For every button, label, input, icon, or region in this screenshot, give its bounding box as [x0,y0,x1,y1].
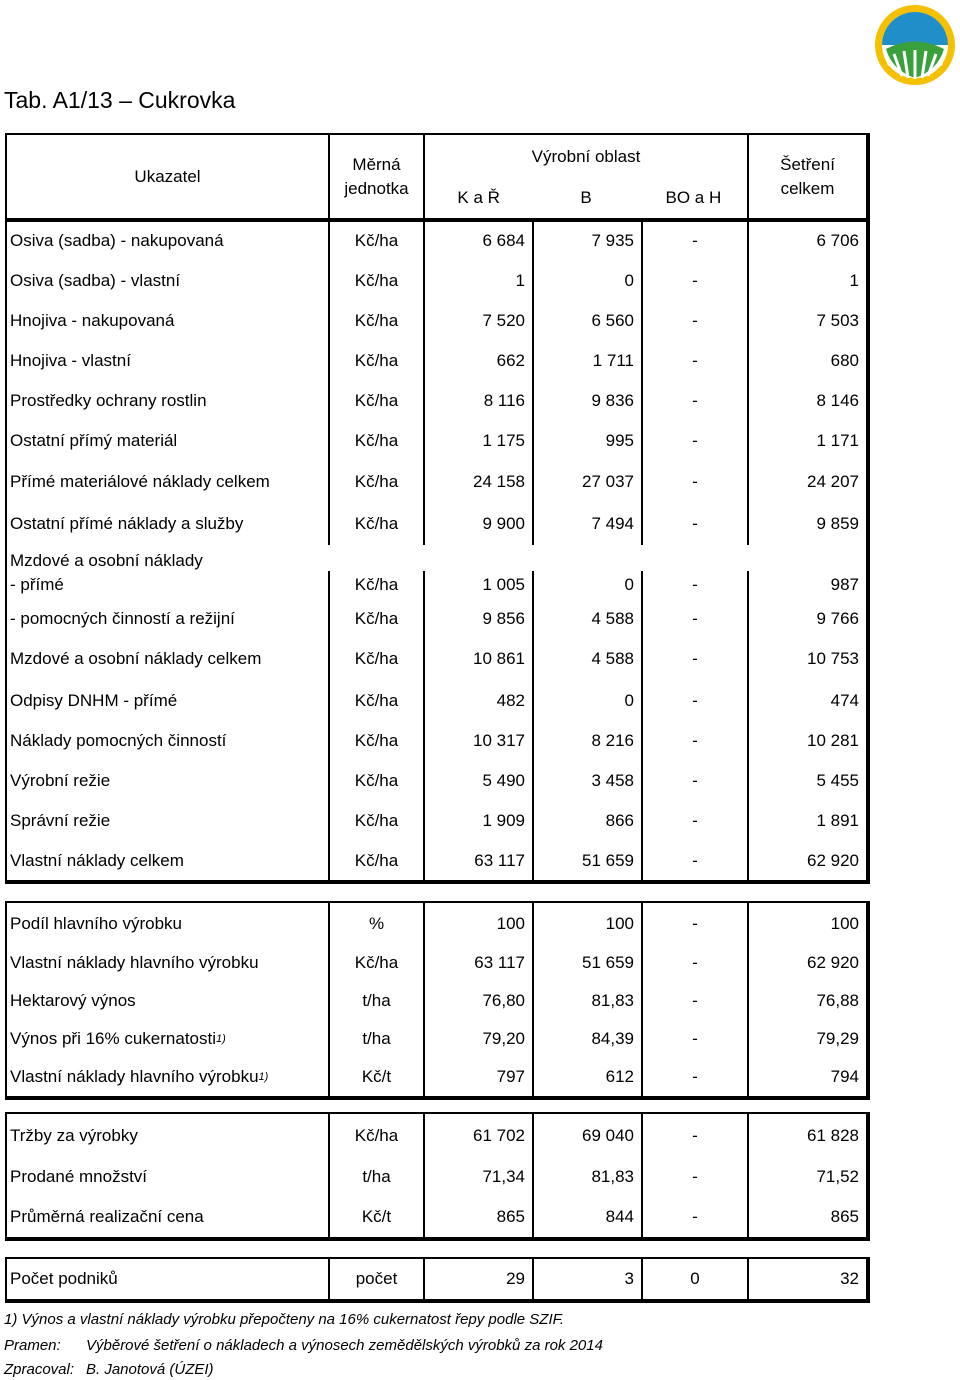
value-b: 51 659 [533,944,642,982]
value-total: 62 920 [748,944,868,982]
value-total: 76,88 [748,982,868,1020]
row-label: Vlastní náklady celkem [10,850,184,870]
row-unit: Kč/ha [329,761,424,801]
value-b: 81,83 [533,1157,642,1197]
row-label: Výrobní režie [10,771,111,790]
value-boh: - [642,301,748,341]
value-boh: - [642,220,748,261]
header-total: Šetření celkem [748,134,868,220]
table-row [6,571,868,599]
row-unit: Kč/ha [329,220,424,261]
row-label: Prodané množství [10,1167,148,1186]
table-row [6,1197,868,1239]
table-row [6,1058,868,1098]
value-boh: - [642,902,748,944]
row-unit: t/ha [329,982,424,1020]
value-total: 8 146 [748,381,868,421]
author-line: Zpracoval: B. Janotová (ÚZEI) [4,1361,214,1378]
value-kar: 1 909 [424,801,533,841]
value-boh: - [642,944,748,982]
table-section-revenue [5,1112,870,1241]
table-row [6,638,868,680]
uzei-logo [872,2,958,88]
value-b: 3 458 [533,761,642,801]
value-total: 62 920 [748,841,868,882]
value-b: 6 560 [533,301,642,341]
header-ukazatel: Ukazatel [134,166,201,186]
value-kar: 1 [424,261,533,301]
value-boh: - [642,502,748,545]
row-label: Hnojiva - vlastní [10,351,131,370]
table-row [6,599,868,638]
value-b: 69 040 [533,1113,642,1157]
row-unit: Kč/ha [329,421,424,461]
value-boh: - [642,421,748,461]
value-kar: 71,34 [424,1157,533,1197]
row-unit: Kč/ha [329,944,424,982]
value-boh: - [642,1020,748,1058]
row-unit: Kč/ha [329,502,424,545]
value-boh: - [642,381,748,421]
value-total: 5 455 [748,761,868,801]
header-region-group: Výrobní oblast K a Ř B BO a H [424,134,748,220]
table-row [6,841,868,882]
value-b: 866 [533,801,642,841]
header-unit: Měrná jednotka [329,134,424,220]
row-unit: Kč/ha [329,801,424,841]
value-kar: 76,80 [424,982,533,1020]
value-b: 844 [533,1197,642,1239]
row-unit: Kč/ha [329,1113,424,1157]
value-boh: - [642,761,748,801]
value-total: 865 [748,1197,868,1239]
table-row [6,301,868,341]
value-total: 7 503 [748,301,868,341]
footnote: 1) Výnos a vlastní náklady výrobku přepočteny na 16% cukernatost řepy podle SZIF. [4,1311,565,1328]
table-row [6,1157,868,1197]
row-unit: t/ha [329,1157,424,1197]
table-row [6,902,868,944]
value-b: 0 [533,680,642,721]
value-kar: 29 [424,1258,533,1301]
row-unit: Kč/ha [329,261,424,301]
row-unit: Kč/ha [329,381,424,421]
value-total: 474 [748,680,868,721]
value-boh: - [642,721,748,761]
value-boh: 0 [642,1258,748,1301]
value-b: 4 588 [533,599,642,638]
table-row [6,461,868,502]
value-b: 84,39 [533,1020,642,1058]
value-total: 794 [748,1058,868,1098]
row-unit: Kč/ha [329,571,424,599]
table-row [6,982,868,1020]
value-boh: - [642,461,748,502]
value-kar: 8 116 [424,381,533,421]
value-kar: 9 856 [424,599,533,638]
row-unit: Kč/ha [329,301,424,341]
value-kar: 10 317 [424,721,533,761]
table-row [6,944,868,982]
value-boh: - [642,1197,748,1239]
row-label: Odpisy DNHM - přímé [10,690,178,710]
value-total: 987 [748,571,868,599]
value-total: 1 891 [748,801,868,841]
row-label: Osiva (sadba) - vlastní [10,271,181,290]
value-total: 680 [748,341,868,381]
value-boh: - [642,261,748,301]
table-section-main-product [5,901,870,1100]
value-kar: 797 [424,1058,533,1098]
row-label: Osiva (sadba) - nakupovaná [10,231,224,250]
value-kar: 1 005 [424,571,533,599]
table-row [6,1113,868,1157]
table-row [6,502,868,545]
row-label: Průměrná realizační cena [10,1207,204,1226]
value-b: 100 [533,902,642,944]
row-unit: Kč/ha [329,721,424,761]
value-b: 7 935 [533,220,642,261]
value-total: 100 [748,902,868,944]
table-section-count [5,1257,870,1303]
value-kar: 63 117 [424,841,533,882]
value-total: 32 [748,1258,868,1301]
value-b: 0 [533,571,642,599]
value-b: 8 216 [533,721,642,761]
value-b: 51 659 [533,841,642,882]
row-label: Hektarový výnos [10,991,136,1010]
table-row-group-heading [6,545,868,571]
table-row [6,261,868,301]
row-label: - pomocných činností a režijní [10,608,235,628]
value-boh: - [642,341,748,381]
value-kar: 482 [424,680,533,721]
row-label: - přímé [10,575,64,594]
table-row [6,341,868,381]
value-boh: - [642,1113,748,1157]
row-unit: Kč/ha [329,638,424,680]
value-boh: - [642,982,748,1020]
table-section-costs [5,219,870,884]
group-heading: Mzdové a osobní náklady [10,551,203,570]
row-unit: Kč/ha [329,599,424,638]
value-boh: - [642,841,748,882]
value-total: 10 281 [748,721,868,761]
value-total: 71,52 [748,1157,868,1197]
header-region-boh: BO a H [665,188,722,207]
value-kar: 10 861 [424,638,533,680]
value-boh: - [642,638,748,680]
value-b: 0 [533,261,642,301]
value-kar: 100 [424,902,533,944]
row-label: Výnos při 16% cukernatosti 1) [10,1029,226,1048]
row-label: Vlastní náklady hlavního výrobku [10,953,259,972]
row-unit: Kč/ha [329,341,424,381]
value-kar: 79,20 [424,1020,533,1058]
value-kar: 24 158 [424,461,533,502]
value-boh: - [642,1058,748,1098]
value-total: 9 766 [748,599,868,638]
value-total: 24 207 [748,461,868,502]
table-row [6,680,868,721]
row-label: Ostatní přímý materiál [10,431,178,450]
row-unit: Kč/t [329,1058,424,1098]
row-label: Správní režie [10,811,111,830]
row-unit: Kč/ha [329,680,424,721]
value-boh: - [642,1157,748,1197]
value-kar: 6 684 [424,220,533,261]
value-total: 79,29 [748,1020,868,1058]
row-label: Náklady pomocných činností [10,731,227,750]
value-b: 7 494 [533,502,642,545]
value-boh: - [642,680,748,721]
row-unit: % [329,902,424,944]
value-total: 9 859 [748,502,868,545]
row-label: Hnojiva - nakupovaná [10,311,175,330]
value-kar: 61 702 [424,1113,533,1157]
value-total: 1 171 [748,421,868,461]
value-b: 1 711 [533,341,642,381]
table-title: Tab. A1/13 – Cukrovka [4,87,236,113]
value-total: 61 828 [748,1113,868,1157]
row-label: Přímé materiálové náklady celkem [10,471,270,491]
value-b: 9 836 [533,381,642,421]
value-kar: 1 175 [424,421,533,461]
value-kar: 865 [424,1197,533,1239]
value-b: 612 [533,1058,642,1098]
row-label: Vlastní náklady hlavního výrobku 1) [10,1067,269,1086]
row-label: Počet podniků [10,1269,118,1288]
header-region-kar: K a Ř [457,188,500,207]
header-region-b: B [580,188,592,207]
value-b: 4 588 [533,638,642,680]
source-line: Pramen: Výběrové šetření o nákladech a výnosech zemědělských výrobků za rok 2014 [4,1337,603,1354]
value-kar: 5 490 [424,761,533,801]
value-total: 1 [748,261,868,301]
table-row [6,721,868,761]
table-row [6,1258,868,1301]
value-boh: - [642,599,748,638]
value-boh: - [642,571,748,599]
row-unit: počet [329,1258,424,1301]
table-row [6,220,868,261]
table-row [6,801,868,841]
table-row [6,1020,868,1058]
row-label: Prostředky ochrany rostlin [10,391,207,410]
row-label: Mzdové a osobní náklady celkem [10,649,262,668]
value-kar: 9 900 [424,502,533,545]
row-unit: Kč/ha [329,841,424,882]
value-b: 3 [533,1258,642,1301]
table-row [6,421,868,461]
row-unit: t/ha [329,1020,424,1058]
row-unit: Kč/ha [329,461,424,502]
value-total: 6 706 [748,220,868,261]
table-row [6,381,868,421]
table-header [5,133,870,222]
row-label: Tržby za výrobky [10,1125,138,1145]
value-kar: 662 [424,341,533,381]
value-b: 995 [533,421,642,461]
row-unit: Kč/t [329,1197,424,1239]
value-total: 10 753 [748,638,868,680]
table-row [6,761,868,801]
value-kar: 63 117 [424,944,533,982]
value-b: 81,83 [533,982,642,1020]
row-label: Ostatní přímé náklady a služby [10,513,244,533]
value-kar: 7 520 [424,301,533,341]
value-boh: - [642,801,748,841]
value-b: 27 037 [533,461,642,502]
row-label: Podíl hlavního výrobku [10,913,182,933]
